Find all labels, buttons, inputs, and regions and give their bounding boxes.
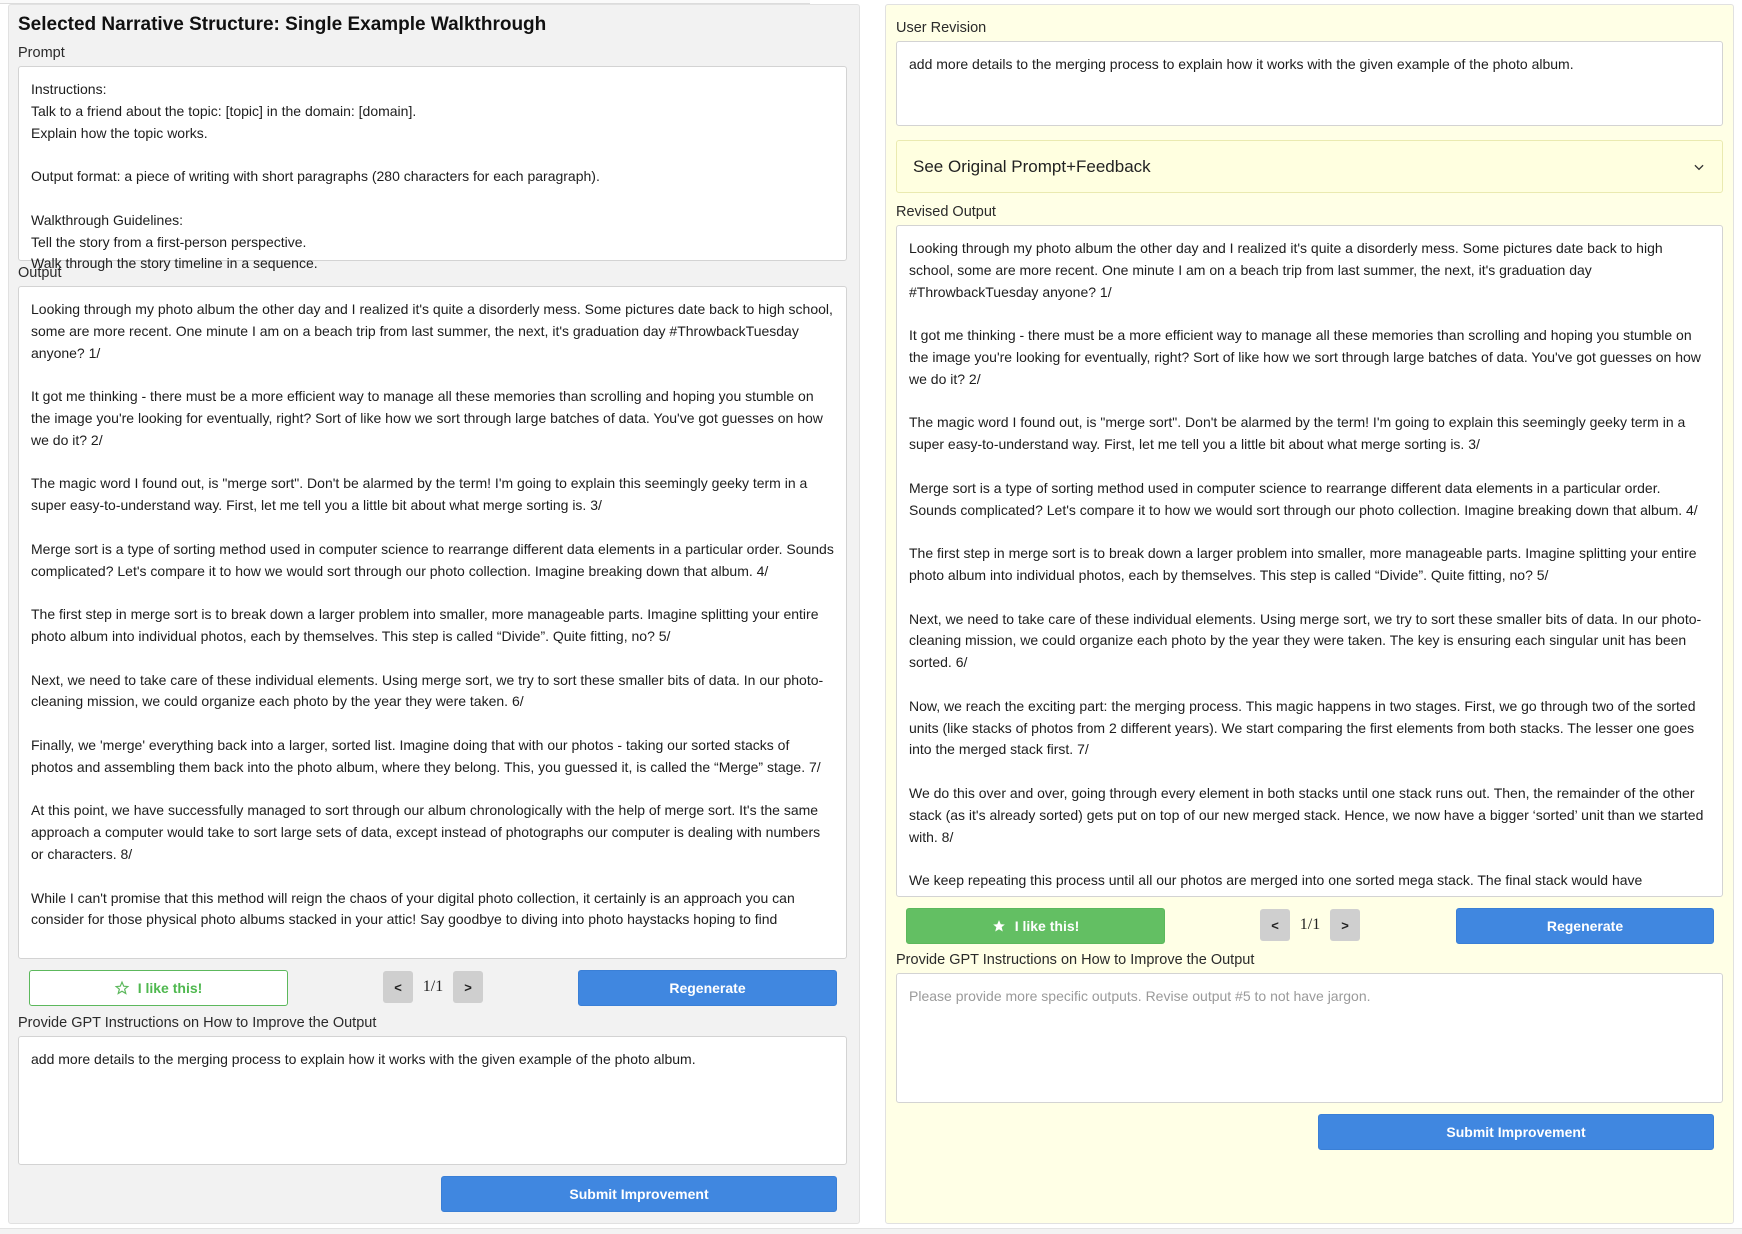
output-paragraph: Looking through my photo album the other day and I realized it's quite a disorderly mess. Some pictures date back to high school, some are more recent. One minute I am on a beach trip from last summer, the next, it's graduation day #ThrowbackTuesday anyone? 1/ (31, 301, 833, 361)
prompt-line: Walk through the story timeline in a sequence. (31, 255, 318, 272)
next-page-button[interactable]: > (453, 971, 483, 1003)
prompt-box[interactable] (18, 66, 847, 272)
submit-improvement-button[interactable]: Submit Improvement (441, 1176, 837, 1212)
output-paragraph: It got me thinking - there must be a more efficient way to manage all these memories than scrolling and hoping you stumble on the image you're looking for eventually, right? Sort of like how we sort through large batches of data. You've got guesses on how we do it? 2/ (909, 327, 1701, 387)
next-page-button-revised[interactable]: > (1330, 909, 1360, 941)
original-prompt-accordion[interactable] (896, 140, 1723, 193)
output-paragraph: At this point, we have successfully managed to sort through our album chronologically with the help of merge sort. It's the same approach a computer would take to sort large sets of data, except instead of photographs our computer is dealing with numbers or characters. 8/ (31, 802, 821, 862)
prompt-line: Instructions: (31, 81, 107, 97)
star-outline-icon (115, 981, 129, 995)
submit-improvement-button-revised[interactable]: Submit Improvement (1318, 1114, 1714, 1150)
output-text (19, 287, 846, 965)
improve-label: Provide GPT Instructions on How to Improve the Output (18, 1015, 377, 1031)
output-paragraph: Merge sort is a type of sorting method used in computer science to rearrange different data elements in a particular order. Sounds complicated? Let's compare it to how we would sort through our photo collection. Imagine breaking down that album. 4/ (909, 479, 1698, 518)
output-paragraph: Now, we reach the exciting part: the merging process. This magic happens in two stages. First, we go through two of the sorted units (like stacks of photos from 2 different years). We start comparing the first elements from both stacks. The lesser one goes into the merged stack first. 7/ (909, 697, 1696, 758)
output-paragraph: Merge sort is a type of sorting method used in computer science to rearrange different data elements in a particular order. Sounds complicated? Let's compare it to how we would sort through our photo collection. Imagine breaking down that album. 4/ (31, 540, 834, 579)
output-paragraph: It got me thinking - there must be a more efficient way to manage all these memories than scrolling and hoping you stumble on the image you're looking for eventually, right? Sort of like how we sort through large batches of data. You've got guesses on how we do it? 2/ (31, 388, 823, 448)
output-label: Output (18, 265, 62, 281)
prompt-line: Tell the story from a first-person perspective. (31, 233, 307, 250)
page-title: Selected Narrative Structure: Single Example Walkthrough (18, 14, 547, 35)
prompt-line: Talk to a friend about the topic: [topic] in the domain: [domain]. (31, 102, 417, 119)
output-paragraph: The first step in merge sort is to break down a larger problem into smaller, more manageable parts. Imagine splitting your entire photo album into individual photos, each by themselves. This step is called “Divide”. Quite fitting, no? 5/ (31, 606, 819, 644)
regenerate-button-revised[interactable]: Regenerate (1456, 908, 1714, 944)
output-paragraph: We keep repeating this process until all our photos are merged into one sorted mega stack. The final stack would have (909, 872, 1643, 889)
prompt-line: Walkthrough Guidelines: (31, 211, 184, 228)
output-paragraph: Looking through my photo album the other day and I realized it's quite a disorderly mess. Some pictures date back to high school, some are more recent. One minute I am on a beach trip from last summer, the next, it's graduation day #ThrowbackTuesday anyone? 1/ (909, 240, 1663, 300)
prev-page-button-revised[interactable]: < (1260, 909, 1290, 941)
improve-input[interactable] (18, 1036, 847, 1165)
like-button-revised[interactable] (906, 908, 1165, 944)
like-button[interactable] (29, 970, 288, 1006)
output-paragraph: The first step in merge sort is to break down a larger problem into smaller, more manageable parts. Imagine splitting your entire photo album into individual photos, each by themselves. This step is called “Divide”. Quite fitting, no? 5/ (909, 545, 1697, 583)
chevron-down-icon (1692, 160, 1706, 174)
user-revision-value: add more details to the merging process to explain how it works with the given example of the photo album. (909, 56, 1574, 72)
like-button-revised-label: I like this! (1014, 918, 1080, 934)
star-filled-icon (992, 919, 1006, 933)
output-paragraph: Finally, we 'merge' everything back into a larger, sorted list. Imagine doing that with our photos - taking our sorted stacks of photos and assembling them back into the photo album, where they belong. This, you guessed it, is called the “Merge” stage. 7/ (31, 736, 821, 775)
prompt-line: Output format: a piece of writing with short paragraphs (280 characters for each paragraph). (31, 168, 600, 185)
page-counter: 1/1 (422, 978, 444, 995)
improve-input-placeholder: Please provide more specific outputs. Revise output #5 to not have jargon. (909, 988, 1371, 1004)
improve-input-revised[interactable] (896, 973, 1723, 1103)
prev-page-button[interactable]: < (383, 971, 413, 1003)
improve-label-revised: Provide GPT Instructions on How to Improve the Output (896, 952, 1255, 968)
output-paragraph: Next, we need to take care of these individual elements. Using merge sort, we try to sort these smaller bits of data. In our photo-cleaning mission, we could organize each photo by the year they were taken. The key is ensuring each singular unit has been sorted. 6/ (909, 610, 1702, 671)
output-paragraph: While I can't promise that this method will reign the chaos of your digital photo collection, it certainly is an approach you can consider for those physical photo albums stacked in your attic! Say goodbye to diving into photo haystacks hoping to find (31, 889, 795, 928)
user-revision-box[interactable] (896, 41, 1723, 126)
prompt-line: Explain how the topic works. (31, 124, 208, 141)
regenerate-button[interactable]: Regenerate (578, 970, 837, 1006)
output-paragraph: The magic word I found out, is "merge sort". Don't be alarmed by the term! I'm going to explain this seemingly geeky term in a super easy-to-understand way. First, let me tell you a little bit about what merge sorting is. 3/ (909, 414, 1686, 453)
page-counter-revised: 1/1 (1299, 916, 1321, 933)
prompt-text (19, 67, 846, 287)
bottom-rule (0, 1228, 1742, 1234)
like-button-label: I like this! (137, 980, 203, 996)
user-revision-label: User Revision (896, 20, 987, 36)
accordion-label: See Original Prompt+Feedback (913, 156, 1151, 176)
revised-output-box[interactable] (896, 225, 1723, 897)
prompt-label: Prompt (18, 45, 65, 61)
revised-output-text (897, 226, 1722, 926)
output-paragraph: The magic word I found out, is "merge sort". Don't be alarmed by the term! I'm going to explain this seemingly geeky term in a super easy-to-understand way. First, let me tell you a little bit about what merge sorting is. 3/ (31, 475, 808, 514)
output-paragraph: Next, we need to take care of these individual elements. Using merge sort, we try to sort these smaller bits of data. In our photo-cleaning mission, we could organize each photo by the year they were taken. 6/ (31, 671, 824, 710)
prompt-line (31, 188, 834, 210)
prompt-line (31, 144, 834, 166)
revised-output-label: Revised Output (896, 204, 996, 220)
improve-input-value: add more details to the merging process to explain how it works with the given example of the photo album. (31, 1051, 696, 1067)
output-box[interactable] (18, 286, 847, 959)
output-paragraph: We do this over and over, going through every element in both stacks until one stack runs out. Then, the remainder of the other stack (as it's already sorted) gets put on top of our new merged stack. Hence, we now have a bigger ‘sorted’ unit than we started with. 8/ (909, 784, 1704, 845)
